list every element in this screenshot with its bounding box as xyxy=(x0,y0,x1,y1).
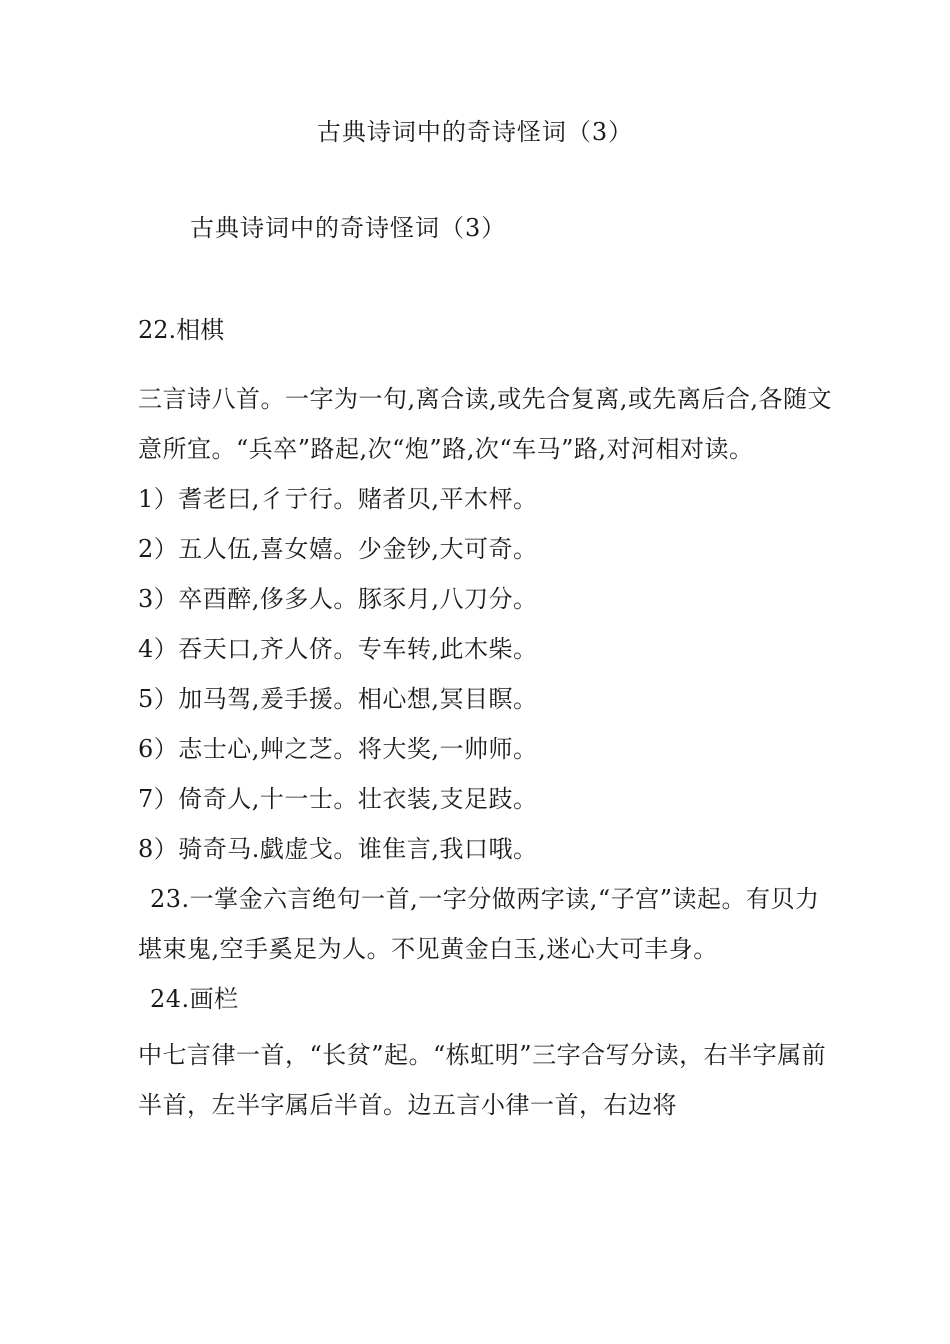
document-body xyxy=(138,312,838,1130)
section-24-heading: 24.画栏 xyxy=(150,985,239,1013)
section-24-text: 中七言律一首，“长贫”起。“栋虹明”三字合写分读，右半字属前半首，左半字属后半首。边五言小律一首，右边将 xyxy=(138,1041,827,1119)
verse-line: 7）倚奇人,十一士。壮衣装,支足跂。 xyxy=(138,785,538,813)
document-title: 古典诗词中的奇诗怪词（3） xyxy=(190,214,507,242)
verse-line: 6）志士心,艸之芝。将大奖,一帅师。 xyxy=(138,735,538,763)
header-title: 古典诗词中的奇诗怪词（3） xyxy=(316,118,634,146)
verse-line: 1）耆老曰,彳亍行。赌者贝,平木枰。 xyxy=(138,485,538,513)
verse-line: 8）骑奇马.戯虚戈。谁隹言,我口哦。 xyxy=(138,835,538,863)
section-22-heading: 22.相棋 xyxy=(138,316,225,344)
verse-line: 3）卒酉醉,侈多人。豚豕月,八刀分。 xyxy=(138,585,538,613)
section-23-text: 23.一掌金六言绝句一首,一字分做两字读,“子宫”读起。有贝力堪束鬼,空手奚足为人。不见黄金白玉,迷心大可丰身。 xyxy=(138,885,820,963)
verse-line: 4）吞天口,齐人侪。专车转,此木柴。 xyxy=(138,635,538,663)
verse-line: 2）五人伍,喜女嬉。少金钞,大可奇。 xyxy=(138,535,538,563)
section-22-intro: 三言诗八首。一字为一句,离合读,或先合复离,或先离后合,各随文意所宜。“兵卒”路起,次“炮”路,次“车马”路,对河相对读。 xyxy=(138,385,833,463)
verse-line: 5）加马驾,爰手援。相心想,冥目瞑。 xyxy=(138,685,538,713)
